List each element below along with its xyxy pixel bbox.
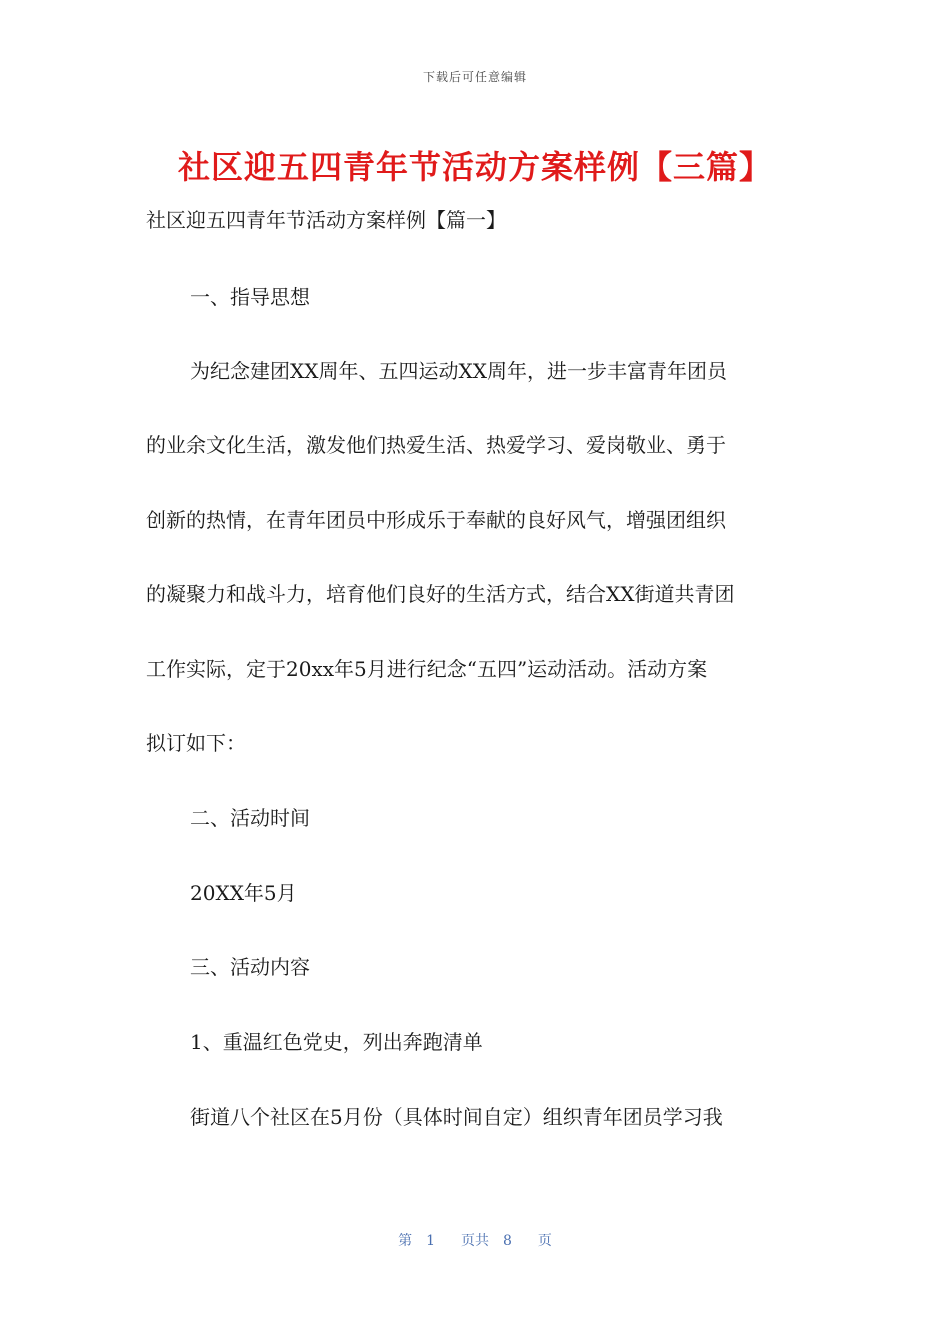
footer-suffix: 页 xyxy=(537,1233,552,1249)
document-title: 社区迎五四青年节活动方案样例【三篇】 xyxy=(177,148,772,186)
page-footer xyxy=(0,1230,950,1250)
total-pages-number: 8 xyxy=(503,1233,512,1249)
current-page-number: 1 xyxy=(426,1233,435,1249)
footer-prefix: 第 xyxy=(398,1233,413,1249)
subtitle: 社区迎五四青年节活动方案样例【篇一】 xyxy=(146,208,506,232)
section-heading-guiding-ideology: 一、指导思想 xyxy=(190,285,310,309)
paragraph-line: 拟订如下： xyxy=(146,731,246,755)
header-note: 下载后可任意编辑 xyxy=(422,70,527,84)
section-heading-activity-content: 三、活动内容 xyxy=(190,955,310,979)
item-heading: 1、重温红色党史，列出奔跑清单 xyxy=(190,1030,483,1054)
paragraph-line: 工作实际，定于20xx年5月进行纪念“五四”运动活动。活动方案 xyxy=(146,657,708,681)
footer-mid: 页共 xyxy=(461,1233,489,1249)
paragraph-line: 创新的热情，在青年团员中形成乐于奉献的良好风气，增强团组织 xyxy=(146,508,726,532)
section-heading-activity-time: 二、活动时间 xyxy=(190,806,310,830)
activity-time-value: 20XX年5月 xyxy=(190,881,297,905)
paragraph-line: 的业余文化生活，激发他们热爱生活、热爱学习、爱岗敬业、勇于 xyxy=(146,433,726,457)
paragraph-line: 为纪念建团XX周年、五四运动XX周年，进一步丰富青年团员 xyxy=(190,359,727,383)
paragraph-line: 街道八个社区在5月份（具体时间自定）组织青年团员学习我 xyxy=(190,1105,723,1129)
paragraph-line: 的凝聚力和战斗力，培育他们良好的生活方式，结合XX街道共青团 xyxy=(146,582,735,606)
